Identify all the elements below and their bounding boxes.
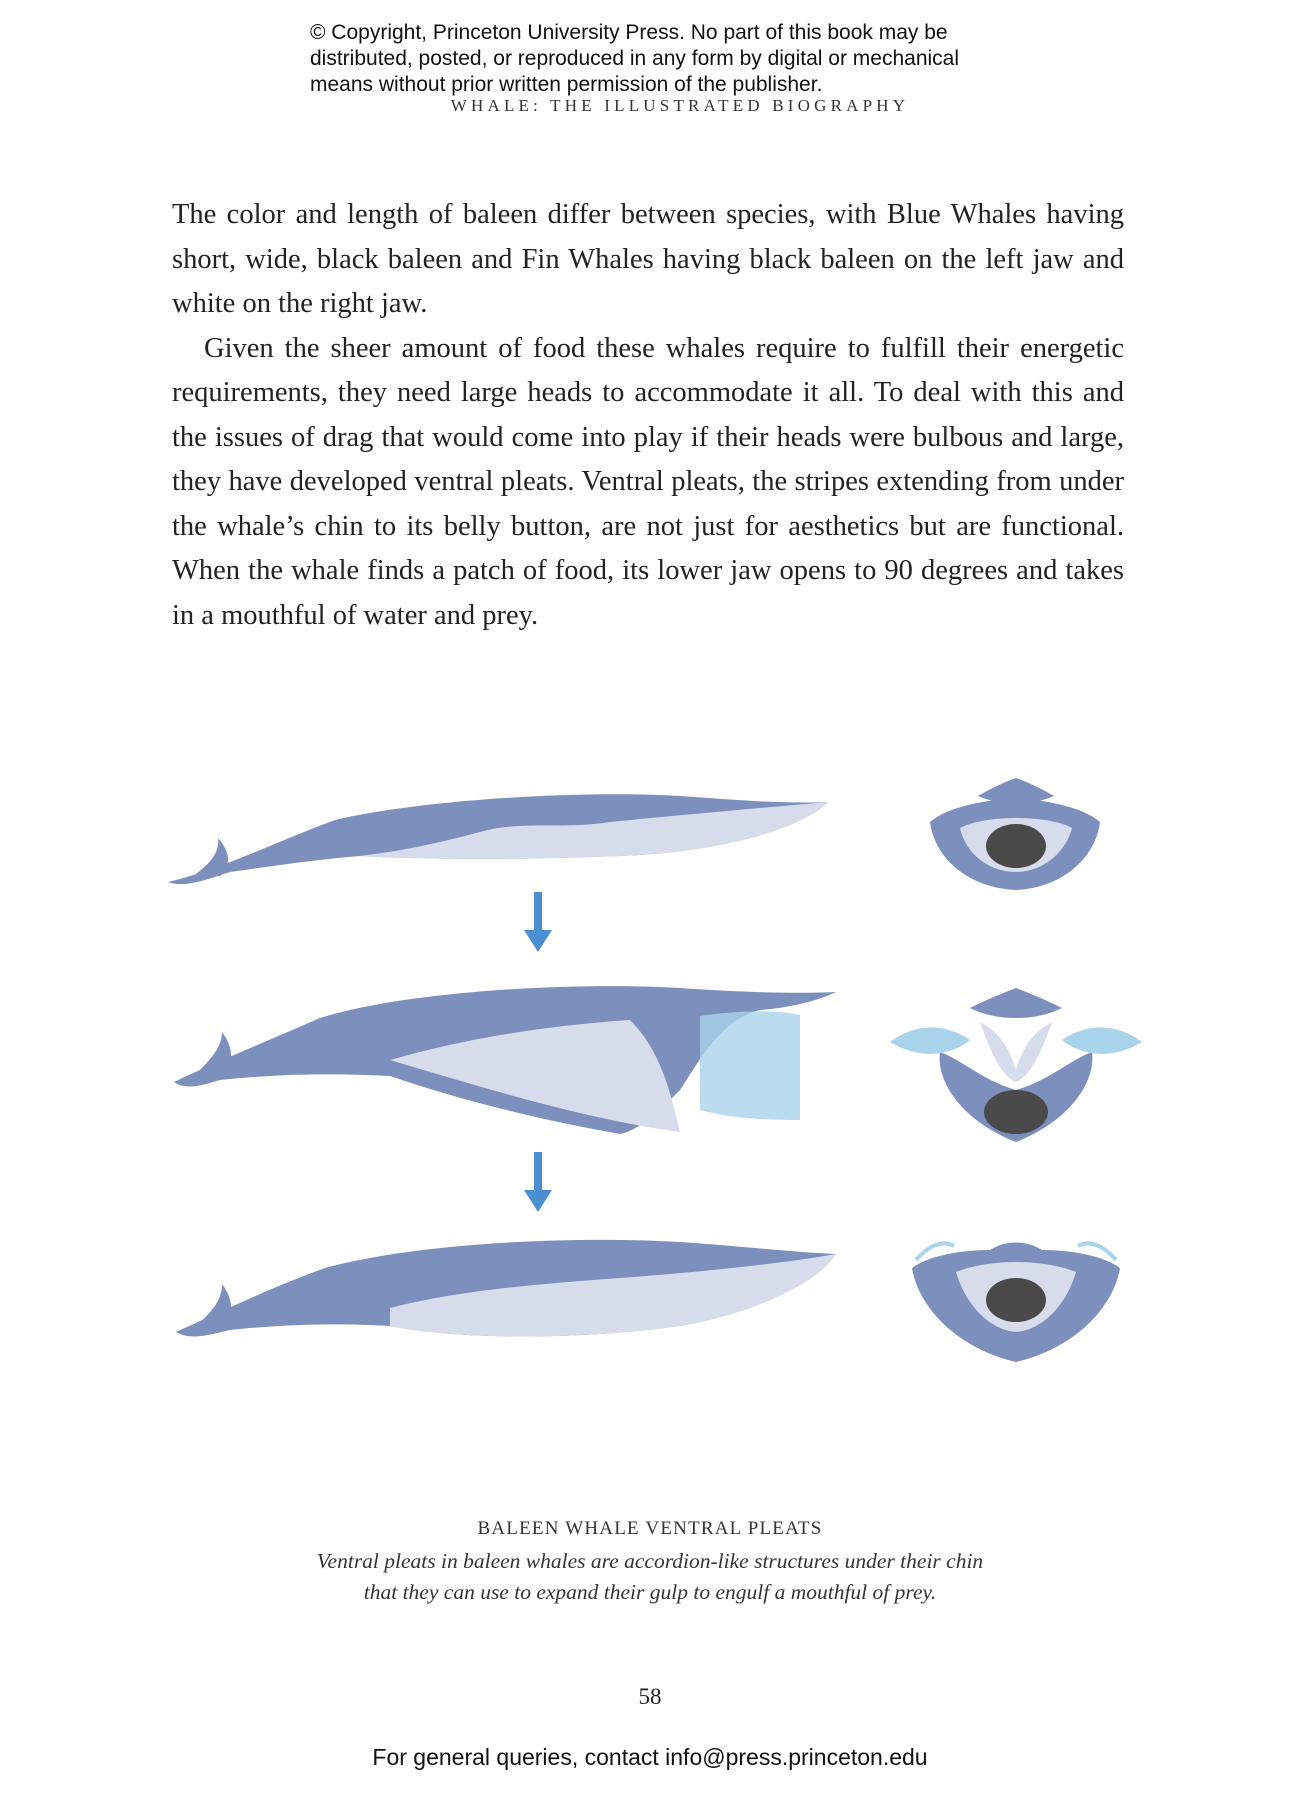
copyright-line: © Copyright, Princeton University Press. No part of this book may be: [310, 21, 948, 44]
copyright-notice: [310, 20, 1070, 98]
page-number: 58: [638, 1684, 662, 1709]
footer-contact: For general queries, contact info@press.princeton.edu: [372, 1744, 928, 1770]
whale-front-view-2: [890, 988, 1142, 1142]
ventral-pleats-illustration: [160, 760, 1170, 1390]
whale-illustration-svg: [160, 760, 1170, 1390]
caption-title: BALEEN WHALE VENTRAL PLEATS: [477, 1518, 823, 1539]
whale-side-view-2: [174, 986, 836, 1134]
whale-front-view-1: [930, 778, 1100, 890]
copyright-line: distributed, posted, or reproduced in any form by digital or mechanical: [310, 47, 960, 70]
whale-side-view-3: [176, 1240, 836, 1337]
copyright-line: means without prior written permission of the publisher.: [310, 73, 823, 96]
caption-line: that they can use to expand their gulp to engulf a mouthful of prey.: [363, 1580, 937, 1604]
whale-front-view-3: [912, 1243, 1120, 1363]
down-arrow-1: [524, 892, 552, 952]
running-head-text: WHALE: THE ILLUSTRATED BIOGRAPHY: [450, 96, 910, 115]
body-paragraph: The color and length of baleen differ between species, with Blue Whales having short, wide, black baleen and Fin Whales having black baleen on the left jaw and white on the right jaw.: [172, 199, 1124, 319]
body-paragraph: Given the sheer amount of food these whales require to fulfill their energetic requirements, they need large heads to accommodate it all. To deal with this and the issues of drag that would come into play if their heads were bulbous and large, they have developed ventral pleats. Ventral pleats, the stripes extending from under the whale’s chin to its belly button, are not just for aesthetics but are functional. When the whale finds a patch of food, its lower jaw opens to 90 degrees and takes in a mouthful of water and prey.: [172, 332, 1124, 631]
whale-side-view-1: [168, 794, 828, 884]
running-head: [0, 96, 1300, 116]
caption-text: [0, 1546, 1300, 1608]
body-text: [172, 193, 1124, 638]
down-arrow-2: [524, 1152, 552, 1212]
caption-line: Ventral pleats in baleen whales are accordion-like structures under their chin: [316, 1549, 984, 1573]
figure-caption: [0, 1518, 1300, 1608]
